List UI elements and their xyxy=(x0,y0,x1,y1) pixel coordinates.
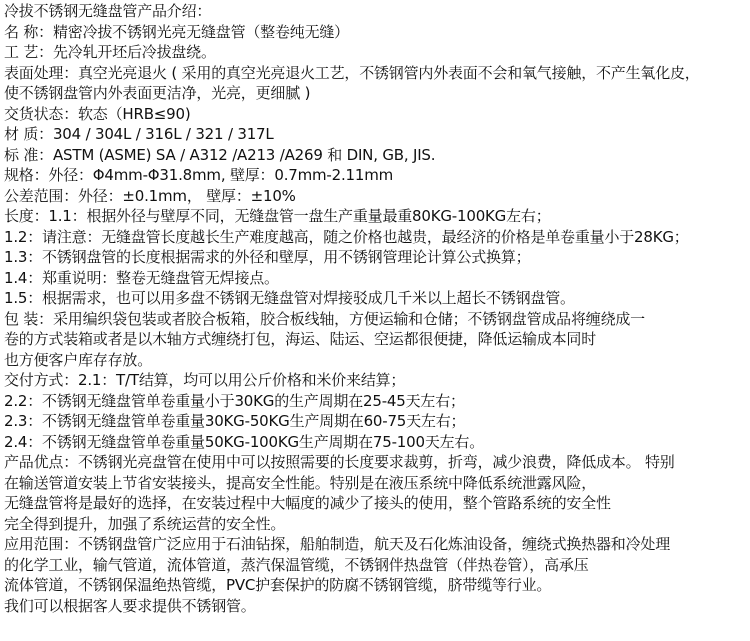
material-line: 材 质：304 / 304L / 316L / 321 / 317L xyxy=(4,125,274,143)
length-1-4-line: 1.4：郑重说明：整卷无缝盘管无焊接点。 xyxy=(4,268,279,287)
product-name-line: 名 称：精密冷拔不锈钢光亮无缝盘管（整卷纯无缝） xyxy=(4,22,349,41)
length-1-1-line: 长度：1.1：根据外径与壁厚不同，无缝盘管一盘生产重量最重80KG-100KG左右； xyxy=(4,207,551,225)
process-line: 工 艺：先冷轧开坯后冷拔盘绕。 xyxy=(4,43,216,61)
surface-treatment-continued-line: 使不锈钢盘管内外表面更洁净，光亮，更细腻 ) xyxy=(4,84,311,102)
specification-line: 规格：外径：Φ4mm-Φ31.8mm, 壁厚：0.7mm-2.11mm xyxy=(4,166,394,184)
standard-line: 标 准：ASTM (ASME) SA / A312 /A213 /A269 和 DIN, GB, JIS. xyxy=(4,145,436,164)
applications-line: 应用范围：不锈钢盘管广泛应用于石油钻探，船舶制造，航天及石化炼油设备，缠绕式换热器和冷处理 xyxy=(4,535,671,553)
packaging-continued-line-2: 也方便客户库存存放。 xyxy=(4,350,153,369)
length-1-3-line: 1.3：不锈钢盘管的长度根据需求的外径和壁厚，用不锈钢管理论计算公式换算； xyxy=(4,248,531,266)
applications-continued-line-2: 流体管道，不锈钢保温绝热管缆，PVC护套保护的防腐不锈钢管缆，脐带缆等行业。 xyxy=(4,576,552,594)
lead-time-2-3-line: 2.3：不锈钢无缝盘管单卷重量30KG-50KG生产周期在60-75天左右； xyxy=(4,412,466,430)
surface-treatment-line: 表面处理：真空光亮退火 ( 采用的真空光亮退火工艺，不锈钢管内外表面不会和氧气接触，不产生氧化皮， xyxy=(4,63,700,82)
length-1-5-line: 1.5：根据需求，也可以用多盘不锈钢无缝盘管对焊接驳成几千米以上超长不锈钢盘管。 xyxy=(4,289,575,307)
advantages-continued-line-1: 在输送管道安装上节省安装接头，提高安全性能。特别是在液压系统中降低系统泄露风险， xyxy=(4,473,597,492)
closing-line: 我们可以根据客人要求提供不锈钢管。 xyxy=(4,596,256,615)
product-description-document xyxy=(4,1,748,616)
advantages-continued-line-3: 完全得到提升，加强了系统运营的安全性。 xyxy=(4,514,286,533)
lead-time-2-4-line: 2.4：不锈钢无缝盘管单卷重量50KG-100KG生产周期在75-100天左右。 xyxy=(4,432,485,451)
lead-time-2-2-line: 2.2：不锈钢无缝盘管单卷重量小于30KG的生产周期在25-45天左右； xyxy=(4,391,465,410)
doc-title: 冷拔不锈钢无缝盘管产品介绍： xyxy=(4,2,212,20)
advantages-line: 产品优点：不锈钢光亮盘管在使用中可以按照需要的长度要求裁剪，折弯，减少浪费，降低成本。 特别 xyxy=(4,453,675,471)
advantages-continued-line-2: 无缝盘管将是最好的选择，在安装过程中大幅度的减少了接头的使用，整个管路系统的安全性 xyxy=(4,494,611,512)
applications-continued-line-1: 的化学工业，输气管道，流体管道，蒸汽保温管缆，不锈钢伴热盘管（伴热卷管），高承压 xyxy=(4,555,589,574)
payment-2-1-line: 交付方式：2.1：T/T结算，均可以用公斤价格和米价来结算； xyxy=(4,371,406,389)
packaging-line: 包 装：采用编织袋包装或者胶合板箱，胶合板线轴，方便运输和仓储；不锈钢盘管成品将缠绕成一 xyxy=(4,309,645,328)
tolerance-line: 公差范围：外径：±0.1mm， 壁厚：±10% xyxy=(4,186,296,205)
delivery-condition-line: 交货状态：软态（HRB≤90) xyxy=(4,104,191,123)
length-1-2-line: 1.2：请注意：无缝盘管长度越长生产难度越高，随之价格也越贵，最经济的价格是单卷重量小于28KG； xyxy=(4,227,689,246)
packaging-continued-line-1: 卷的方式装箱或者是以木轴方式缠绕打包，海运、陆运、空运都很便捷，降低运输成本同时 xyxy=(4,330,597,348)
